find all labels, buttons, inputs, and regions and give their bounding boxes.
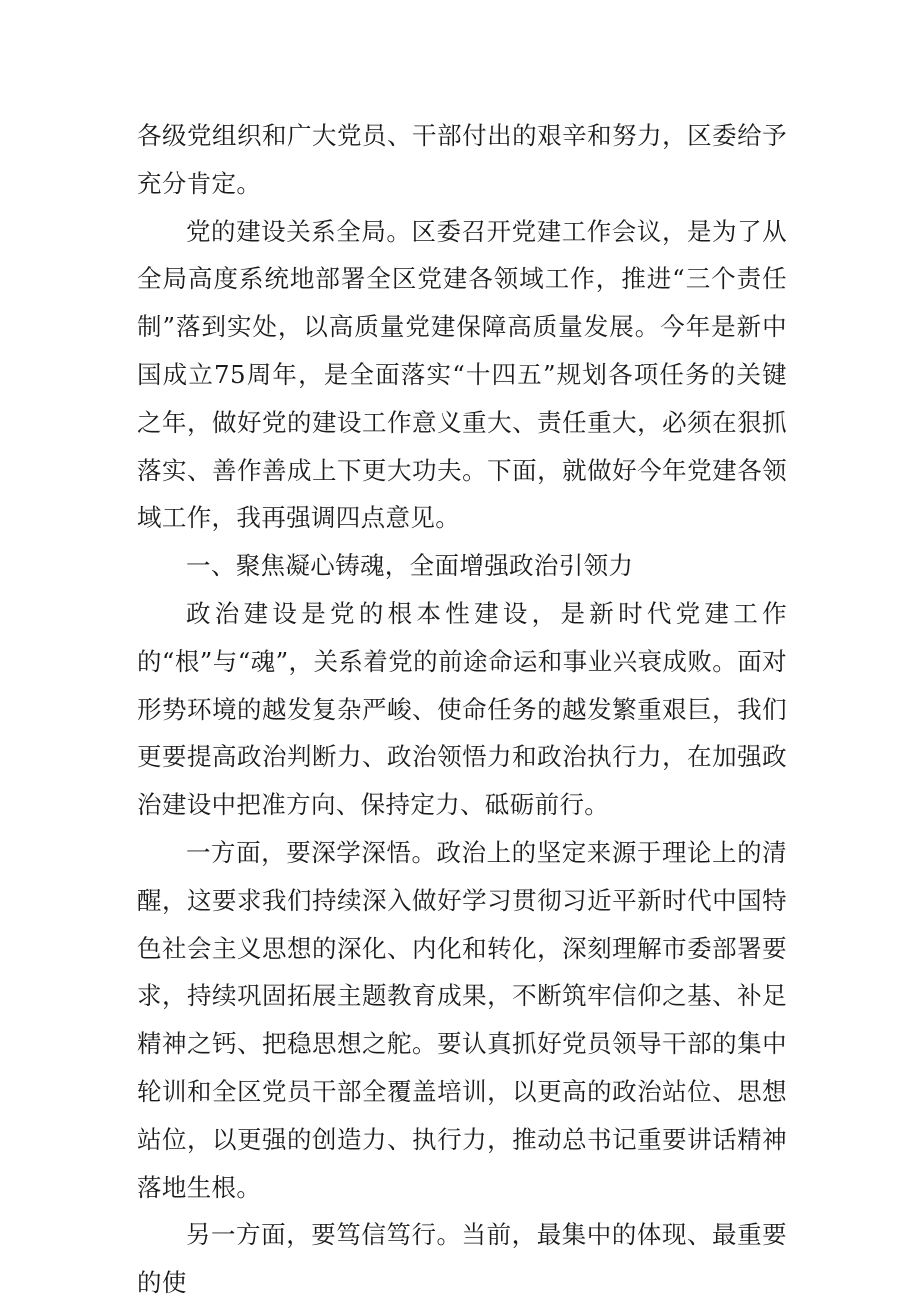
paragraph-political-construction: 政治建设是党的根本性建设，是新时代党建工作的“根”与“魂”，关系着党的前途命运和事业兴衰成败。面对形势环境的越发复杂严峻、使命任务的越发繁重艰巨，我们更要提高政治判断力、政治领悟力和政治执行力，在加强政治建设中把准方向、保持定力、砥砺前行。 [137, 598, 787, 820]
paragraph-continuation: 各级党组织和广大党员、干部付出的艰辛和努力，区委给予充分肯定。 [137, 121, 787, 198]
paragraph-party-building-overview: 党的建设关系全局。区委召开党建工作会议，是为了从全局高度系统地部署全区党建各领域工作，推进“三个责任制”落到实处，以高质量党建保障高质量发展。今年是新中国成立75周年，是全面落实“十四五”规划各项任务的关键之年，做好党的建设工作意义重大、责任重大，必须在狠抓落实、善作善成上下更大功夫。下面，就做好今年党建各领域工作，我再强调四点意见。 [137, 216, 787, 533]
document-body [137, 112, 787, 1307]
paragraph-practice-firmly: 另一方面，要笃信笃行。当前，最集中的体现、最重要的使 [137, 1220, 787, 1298]
section-heading-1: 一、聚焦凝心铸魂，全面增强政治引领力 [186, 551, 634, 581]
paragraph-study-deeply: 一方面，要深学深悟。政治上的坚定来源于理论上的清醒，这要求我们持续深入做好学习贯彻习近平新时代中国特色社会主义思想的深化、内化和转化，深刻理解市委部署要求，持续巩固拓展主题教育成果，不断筑牢信仰之基、补足精神之钙、把稳思想之舵。要认真抓好党员领导干部的集中轮训和全区党员干部全覆盖培训，以更高的政治站位、思想站位，以更强的创造力、执行力，推动总书记重要讲话精神落地生根。 [137, 837, 787, 1202]
